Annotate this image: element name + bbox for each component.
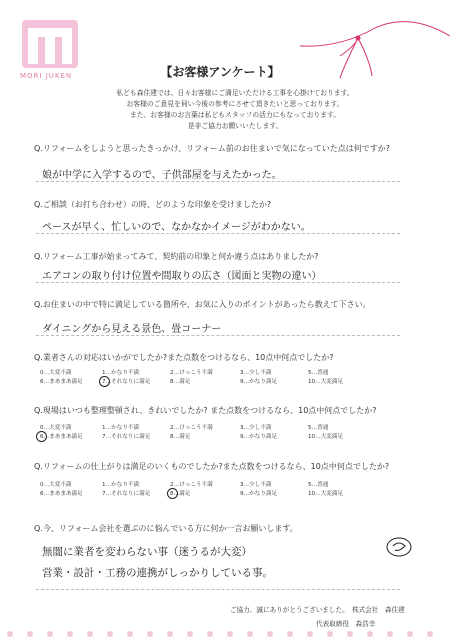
intro-line: 私ども森住建では、日々お客様にご満足いただける工事を心掛けております。 xyxy=(116,89,354,97)
scale-label: 10…大変満足 xyxy=(308,379,344,385)
answer-2: ペースが早く、忙しいので、なかなかイメージがわかない。 xyxy=(42,222,311,233)
question-2: Q.ご相談（お打ち合わせ）の時、どのような印象を受けましたか? xyxy=(34,200,272,209)
scale-label: 3…少し不満 xyxy=(240,425,272,431)
scale-label: 9…かなり満足 xyxy=(240,434,278,440)
closing-message: ご協力、誠にありがとうございました。 株式会社 森住建 xyxy=(230,606,405,614)
scale-label: 7…それなりに満足 xyxy=(102,379,151,385)
selected-score-circle xyxy=(36,431,47,442)
footer-flower-border xyxy=(0,628,452,640)
scale-label: 2…けっこう不満 xyxy=(170,425,213,431)
scale-label: 0…大変不満 xyxy=(40,370,72,376)
scale-label: 0…大変不満 xyxy=(40,425,72,431)
divider xyxy=(36,233,400,234)
scale-label: 5…普通 xyxy=(308,482,329,488)
divider xyxy=(36,589,400,590)
scale-label: 5…普通 xyxy=(308,370,329,376)
intro-line: 是非ご協力お願いいたします。 xyxy=(187,122,283,130)
answer-3: エアコンの取り付け位置や間取りの広さ（図面と実物の違い） xyxy=(42,271,322,282)
question-5: Q.業者さんの対応はいかがでしたか?また点数をつけるなら、10点中何点でしたか? xyxy=(34,353,334,362)
answer-1: 娘が中学に入学するので、子供部屋を与えたかった。 xyxy=(42,170,282,181)
scale-label: 8…満足 xyxy=(170,379,191,385)
page-title: 【お客様アンケート】 xyxy=(160,65,280,79)
handwritten-mark xyxy=(385,536,413,558)
scale-label: 6…まあまあ満足 xyxy=(40,434,83,440)
question-8: Q.今、リフォーム会社を選ぶのに悩んでいる方に何か一言お願いします。 xyxy=(34,524,298,533)
scale-label: 7…それなりに満足 xyxy=(102,434,151,440)
intro-line: お客様のご意見を伺い今後の参考にさせて頂きたいと思っております。 xyxy=(126,100,344,108)
scale-label: 9…かなり満足 xyxy=(240,379,278,385)
scale-label: 7…それなりに満足 xyxy=(102,491,151,497)
scale-label: 2…けっこう不満 xyxy=(170,370,213,376)
question-7: Q.リフォームの仕上がりは満足のいくものでしたか?また点数をつけるなら、10点中何点でしたか? xyxy=(34,462,390,471)
divider xyxy=(36,181,400,182)
ribbon-decoration xyxy=(300,16,450,86)
scale-label: 9…かなり満足 xyxy=(240,491,278,497)
scale-label: 1…かなり不満 xyxy=(102,425,140,431)
scale-label: 3…少し不満 xyxy=(240,370,272,376)
answer-4: ダイニングから見える景色、畳コーナー xyxy=(42,324,222,335)
question-1: Q.リフォームをしようと思ったきっかけ、リフォーム前のお住まいで気になっていた点は何ですか? xyxy=(34,144,390,153)
company-logo xyxy=(20,18,80,70)
answer-8-line-2: 営業・設計・工務の連携がしっかりしている事。 xyxy=(42,567,273,579)
scale-label: 8…満足 xyxy=(170,434,191,440)
intro-text xyxy=(70,88,400,132)
scale-label: 5…普通 xyxy=(308,425,329,431)
logo-word: MORI JUKEN xyxy=(20,72,73,80)
scale-label: 0…大変不満 xyxy=(40,482,72,488)
divider xyxy=(36,282,400,283)
question-3: Q.リフォーム工事が始まってみて、契約前の印象と何か違う点はありましたか? xyxy=(34,252,319,261)
scale-label: 1…かなり不満 xyxy=(102,482,140,488)
scale-label: 2…けっこう不満 xyxy=(170,482,213,488)
scale-label: 6…まあまあ満足 xyxy=(40,379,83,385)
scale-label: 1…かなり不満 xyxy=(102,370,140,376)
question-4: Q.お住まいの中で特に満足している箇所や、お気に入りのポイントがあったら教えて下さい。 xyxy=(34,300,371,309)
question-6: Q.現場はいつも整理整頓され、きれいでしたか? また点数をつけるなら、10点中何点でしたか? xyxy=(34,406,377,415)
signature-role: 代表取締役 森浩幸 xyxy=(316,620,376,628)
scale-label: 6…まあまあ満足 xyxy=(40,491,83,497)
selected-score-circle xyxy=(167,488,178,499)
selected-score-circle xyxy=(99,376,110,387)
intro-line: また、お客様のお言葉は私どもスタッフの活力にもなっております。 xyxy=(129,111,341,119)
scale-label: 8…満足 xyxy=(170,491,191,497)
divider xyxy=(36,335,400,336)
scale-label: 10…大変満足 xyxy=(308,434,344,440)
scale-label: 10…大変満足 xyxy=(308,491,344,497)
scale-label: 3…少し不満 xyxy=(240,482,272,488)
answer-8-line-1: 無闇に業者を変わらない事（迷うるが大変） xyxy=(42,546,252,558)
